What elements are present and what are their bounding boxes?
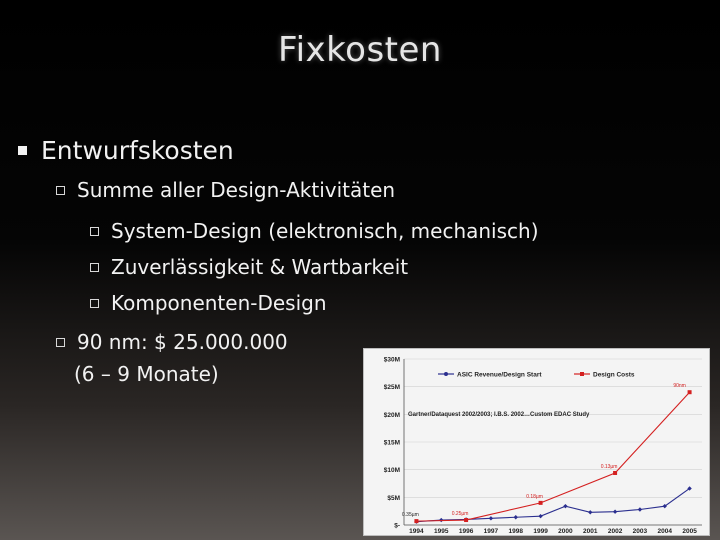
x-tick-label: 2002 <box>607 528 623 535</box>
slide-title: Fixkosten <box>278 30 442 70</box>
bullet-text: Komponenten-Design <box>111 291 327 315</box>
chart-legend <box>438 372 635 379</box>
data-point-asic <box>613 510 617 514</box>
hollow-square-bullet-icon <box>90 299 99 308</box>
node-annotation: 0.18µm <box>526 493 543 500</box>
x-tick-label: 2000 <box>558 528 573 535</box>
y-tick-label: $15M <box>383 439 400 447</box>
hollow-square-bullet-icon <box>56 186 65 195</box>
design-cost-chart <box>363 348 710 536</box>
hollow-square-bullet-icon <box>56 338 65 347</box>
legend-design-label: Design Costs <box>593 371 635 379</box>
x-tick-label: 2001 <box>583 528 598 535</box>
hollow-square-bullet-icon <box>90 263 99 272</box>
data-point-design-costs <box>414 519 418 523</box>
bullet-text: Zuverlässigkeit & Wartbarkeit <box>111 255 409 279</box>
y-tick-label: $25M <box>383 384 400 392</box>
y-tick-label: $30M <box>383 356 400 364</box>
bullet-komponenten <box>90 291 327 315</box>
annotation-layer <box>402 383 686 518</box>
x-tick-label: 1997 <box>483 528 499 535</box>
data-point-asic <box>489 516 493 520</box>
bullet-summe <box>56 178 395 202</box>
data-point-asic <box>563 504 567 508</box>
x-tick-label: 1996 <box>458 528 474 535</box>
x-tick-label: 1995 <box>434 528 449 535</box>
data-point-design-costs <box>613 471 617 475</box>
bullet-text: System-Design (elektronisch, mechanisch) <box>111 219 539 243</box>
node-annotation: 0.13µm <box>600 463 618 470</box>
x-tick-label: 1994 <box>409 528 424 535</box>
data-point-asic <box>514 515 518 519</box>
bullet-zuverlaessigkeit <box>90 255 408 279</box>
grid-layer <box>404 359 702 525</box>
square-bullet-icon <box>18 146 27 155</box>
node-annotation: 0.25µm <box>451 511 469 518</box>
chart-source-note: Gartner/Dataquest 2002/2003; I.B.S. 2002…Custom EDAC Study <box>408 412 590 418</box>
bullet-text: Entwurfskosten <box>41 136 234 165</box>
bullet-text: Summe aller Design-Aktivitäten <box>77 178 396 202</box>
y-tick-label: $5M <box>387 494 400 502</box>
bullet-continuation: (6 – 9 Monate) <box>74 362 219 386</box>
data-point-asic <box>538 514 542 518</box>
node-annotation: 0.35µm <box>402 512 419 519</box>
x-tick-label: 2003 <box>632 528 648 535</box>
chart-svg <box>364 349 709 535</box>
data-point-asic <box>588 510 592 514</box>
legend-design-marker <box>580 372 584 376</box>
y-axis <box>384 357 404 530</box>
data-point-design-costs <box>539 501 543 505</box>
hollow-square-bullet-icon <box>90 227 99 236</box>
x-tick-label: 2004 <box>657 528 672 535</box>
node-annotation: 90nm <box>673 383 686 390</box>
x-tick-label: 1999 <box>533 528 548 535</box>
x-tick-label: 2005 <box>682 528 697 535</box>
bullet-system-design <box>90 219 539 243</box>
x-axis <box>404 525 702 535</box>
bullet-90nm <box>56 330 288 354</box>
bullet-text: 90 nm: $ 25.000.000 <box>77 330 288 354</box>
y-tick-label: $- <box>394 522 400 530</box>
data-point-design-costs <box>688 390 692 394</box>
data-point-design-costs <box>464 518 468 522</box>
x-tick-label: 1998 <box>508 528 523 535</box>
data-point-asic <box>638 507 642 511</box>
bullet-entwurfskosten <box>18 136 234 165</box>
legend-asic-marker <box>444 372 448 376</box>
series-layer <box>414 390 692 524</box>
legend-asic-label: ASIC Revenue/Design Start <box>457 371 542 379</box>
y-tick-label: $10M <box>383 467 400 475</box>
y-tick-label: $20M <box>383 411 400 419</box>
